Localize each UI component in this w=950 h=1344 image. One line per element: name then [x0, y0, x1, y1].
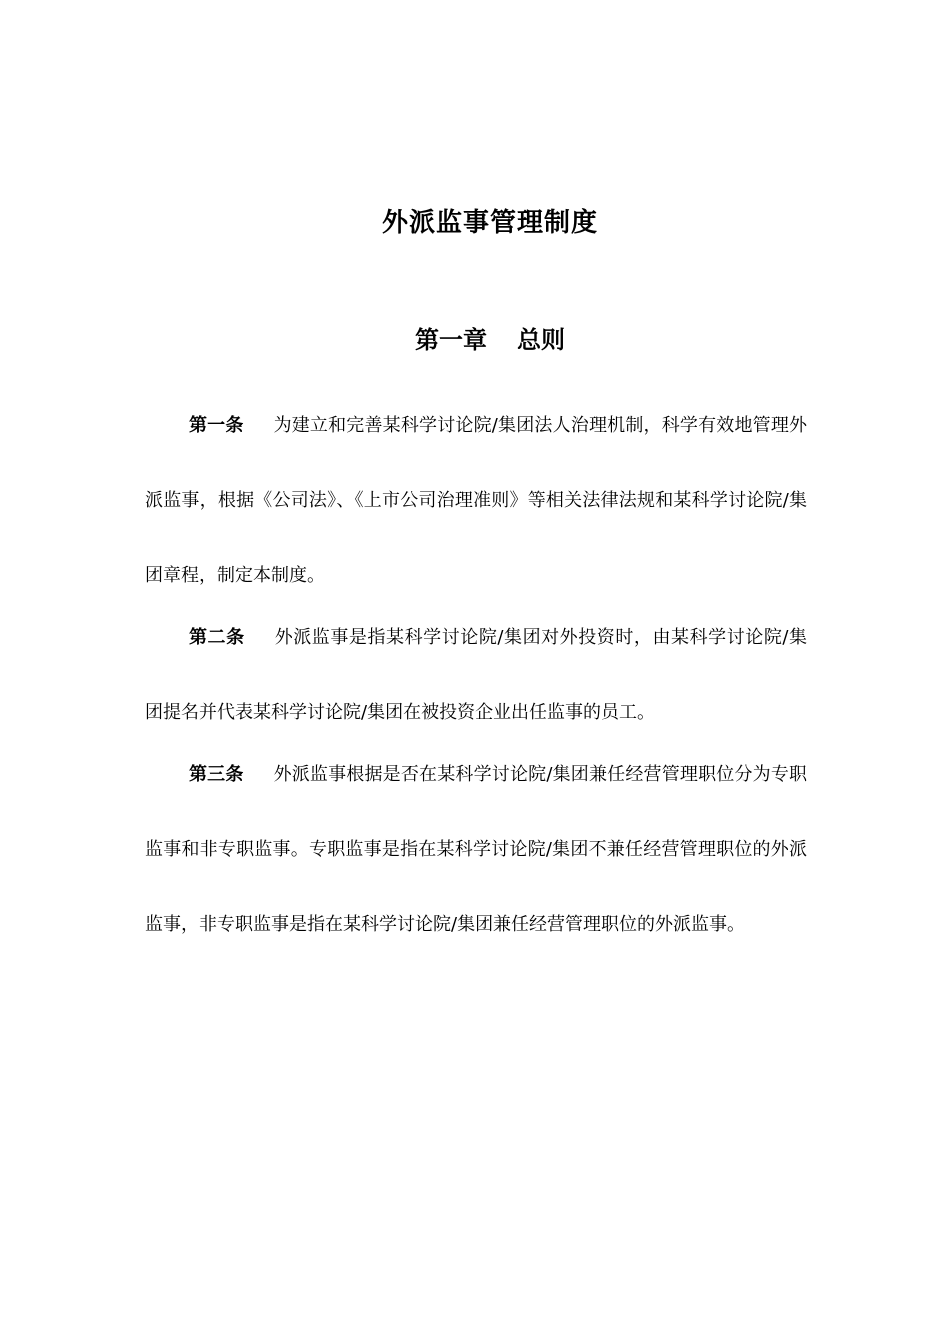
article-1 [145, 388, 807, 613]
article-1-text: 为建立和完善某科学讨论院/集团法人治理机制，科学有效地管理外派监事，根据《公司法》、《上市公司治理准则》等相关法律法规和某科学讨论院/集团章程，制定本制度。 [145, 415, 808, 586]
article-3 [145, 737, 807, 962]
article-3-text: 外派监事根据是否在某科学讨论院/集团兼任经营管理职位分为专职监事和非专职监事。专职监事是指在某科学讨论院/集团不兼任经营管理职位的外派监事，非专职监事是指在某科学讨论院/集团兼任经营管理职位的外派监事。 [145, 764, 808, 935]
article-2-text: 外派监事是指某科学讨论院/集团对外投资时，由某科学讨论院/集团提名并代表某科学讨论院/集团在被投资企业出任监事的员工。 [145, 627, 807, 723]
article-2-label: 第二条 [189, 627, 245, 648]
document-title: 外派监事管理制度 [381, 208, 598, 238]
article-2 [145, 600, 807, 750]
chapter-name: 总则 [517, 326, 565, 354]
chapter-heading [0, 320, 950, 360]
article-1-label: 第一条 [189, 415, 244, 436]
chapter-number: 第一章 [415, 326, 487, 354]
article-3-label: 第三条 [189, 764, 244, 785]
